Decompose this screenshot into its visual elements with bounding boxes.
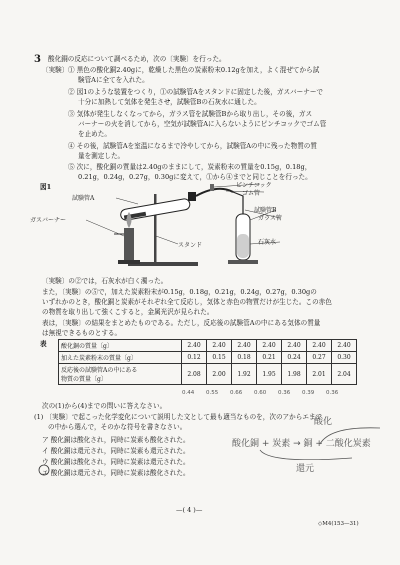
step-line: ④ その後，試験管Aを室温になるまで冷やしてから，試験管Aの中に残った物質の質: [68, 142, 317, 150]
rubber-tube: [196, 189, 233, 196]
step-line: 0.21g，0.24g，0.27g，0.30gに変えて，①から④までと同じことを行った。: [78, 173, 312, 181]
question-number: 3: [34, 54, 41, 65]
handwritten-note: 0.36: [326, 390, 339, 396]
result-line: の物質を取り出して強くこすると，金属光沢が見られた。: [42, 308, 214, 316]
step-line: ① 黒色の酸化銅2.40gに，乾燥した黒色の炭素粉末0.12gを加え，よく混ぜてから試: [68, 66, 320, 74]
option-e[interactable]: エ 酸化銅は還元され，同時に炭素は酸化された。: [42, 469, 190, 477]
label-rubber-tube: ゴム管: [242, 190, 261, 197]
step-line: ② 図1のような装置をつくり，①の試験管Aをスタンドに固定した後，ガスバーナーで: [68, 88, 324, 96]
instruction: 次の(1)から(4)までの問いに答えなさい。: [42, 402, 167, 410]
rack: [228, 260, 258, 264]
gas-burner: [124, 228, 134, 262]
handwritten-note: 0.60: [254, 390, 267, 396]
table-cell: 2.00: [207, 364, 232, 385]
handwritten-note: 0.66: [230, 390, 243, 396]
table-cell: 2.40: [332, 340, 357, 352]
result-line: また，〔実験〕の⑤で，加えた炭素粉末が0.15g，0.18g，0.21g，0.24g，0.27g，0.30gの: [42, 288, 317, 296]
row-label-line: 物質の質量〔g〕: [61, 376, 107, 383]
row-label: 加えた炭素粉末の質量〔g〕: [59, 352, 182, 364]
question-intro: 酸化銅の反応について調べるため，次の〔実験〕を行った。: [48, 55, 226, 63]
step-line: バーナーの火を消してから，空気が試験管Aに入らないようにピンチコックでゴム管: [78, 120, 327, 128]
handwritten-reduction: 還元: [296, 464, 315, 474]
step-line: 験管Aに全てを入れた。: [78, 76, 149, 84]
table-cell: 2.40: [182, 340, 207, 352]
exam-code: ◇M4(153—31): [318, 521, 359, 527]
table-cell: 2.40: [257, 340, 282, 352]
step-line: 十分に加熱して気体を発生させ，試験管Bの石灰水に通した。: [78, 98, 261, 106]
table-cell: 2.40: [232, 340, 257, 352]
table-row: [59, 352, 357, 364]
table-cell: 2.04: [332, 364, 357, 385]
table-label: 表: [40, 340, 47, 348]
page-number: —( 4 )—: [176, 506, 203, 514]
label-tube-b: 試験管B: [254, 207, 277, 214]
label-pinchcock: ピンチコック: [236, 182, 272, 189]
table-cell: 2.40: [307, 340, 332, 352]
table-cell: 0.18: [232, 352, 257, 364]
results-table: [58, 339, 357, 385]
label-stand: スタンド: [178, 242, 203, 249]
option-u[interactable]: ウ 酸化銅は酸化され，同時に炭素は還元された。: [42, 458, 190, 466]
handwritten-oxidation: 酸化: [314, 417, 333, 427]
table-cell: 2.40: [207, 340, 232, 352]
result-line: 〔実験〕の②では，石灰水が白く濁った。: [42, 277, 168, 285]
table-cell: 0.15: [207, 352, 232, 364]
answer-circle: [38, 464, 50, 476]
table-cell: 1.95: [257, 364, 282, 385]
q1-line: の中から選んで，そのかな符号を書きなさい。: [48, 423, 187, 431]
label-gas-burner: ガスバーナー: [30, 217, 67, 224]
row-label: 酸化銅の質量〔g〕: [59, 340, 182, 352]
limewater: [237, 234, 249, 258]
table-cell: 2.08: [182, 364, 207, 385]
stopper: [188, 192, 196, 201]
label-glass-tube: ガラス管: [258, 215, 282, 222]
table-cell: 2.40: [282, 340, 307, 352]
step-line: ⑤ 次に，酸化銅の質量は2.40gのままにして，炭素粉末の質量を0.15g，0.18g，: [68, 163, 312, 171]
handwritten-note: 0.39: [302, 390, 315, 396]
table-cell: 0.30: [332, 352, 357, 364]
table-cell: 0.21: [257, 352, 282, 364]
option-i[interactable]: イ 酸化銅は還元され，同時に炭素も還元された。: [42, 447, 190, 455]
experiment-label: 〔実験〕: [42, 66, 69, 74]
row-label: [59, 364, 182, 385]
handwritten-note: 0.55: [206, 390, 219, 396]
label-limewater: 石灰水: [258, 239, 277, 246]
table-row: [59, 364, 357, 385]
handwritten-note: 0.36: [278, 390, 291, 396]
handwritten-equation: 酸化銅 + 炭素 → 銅 + 二酸化炭素: [232, 439, 371, 449]
row-label-line: 反応後の試験管Aの中にある: [61, 367, 138, 374]
table-cell: 0.24: [282, 352, 307, 364]
q1-line: (1) 〔実験〕で起こった化学変化について説明した文として最も適当なものを，次のアからエまで: [34, 413, 323, 421]
handwritten-note: 0.44: [182, 390, 195, 396]
apparatus-diagram: [28, 176, 368, 274]
table-cell: 0.12: [182, 352, 207, 364]
table-cell: 0.27: [307, 352, 332, 364]
result-line: は無視できるものとする。: [42, 329, 122, 337]
result-line: 表は，〔実験〕の結果をまとめたものである。ただし，反応後の試験管Aの中にある気体の質量: [42, 319, 321, 327]
table-cell: 2.01: [307, 364, 332, 385]
label-tube-a: 試験管A: [72, 195, 95, 202]
table-cell: 1.98: [282, 364, 307, 385]
step-line: ③ 気体が発生しなくなってから，ガラス管を試験管Bから取り出し，その後，ガス: [68, 110, 313, 118]
pinchcock: [210, 184, 214, 191]
table-cell: 1.92: [232, 364, 257, 385]
step-line: を止めた。: [78, 130, 111, 138]
option-a[interactable]: ア 酸化銅は酸化され，同時に炭素も酸化された。: [42, 436, 190, 444]
table-row: [59, 340, 357, 352]
step-line: 量を測定した。: [78, 152, 125, 160]
result-line: いずれかのとき，酸化銅と炭素がそれぞれ全て反応し，気体と赤色の物質だけが生じた。この赤色: [42, 298, 332, 306]
figure-label: 図1: [40, 183, 52, 191]
